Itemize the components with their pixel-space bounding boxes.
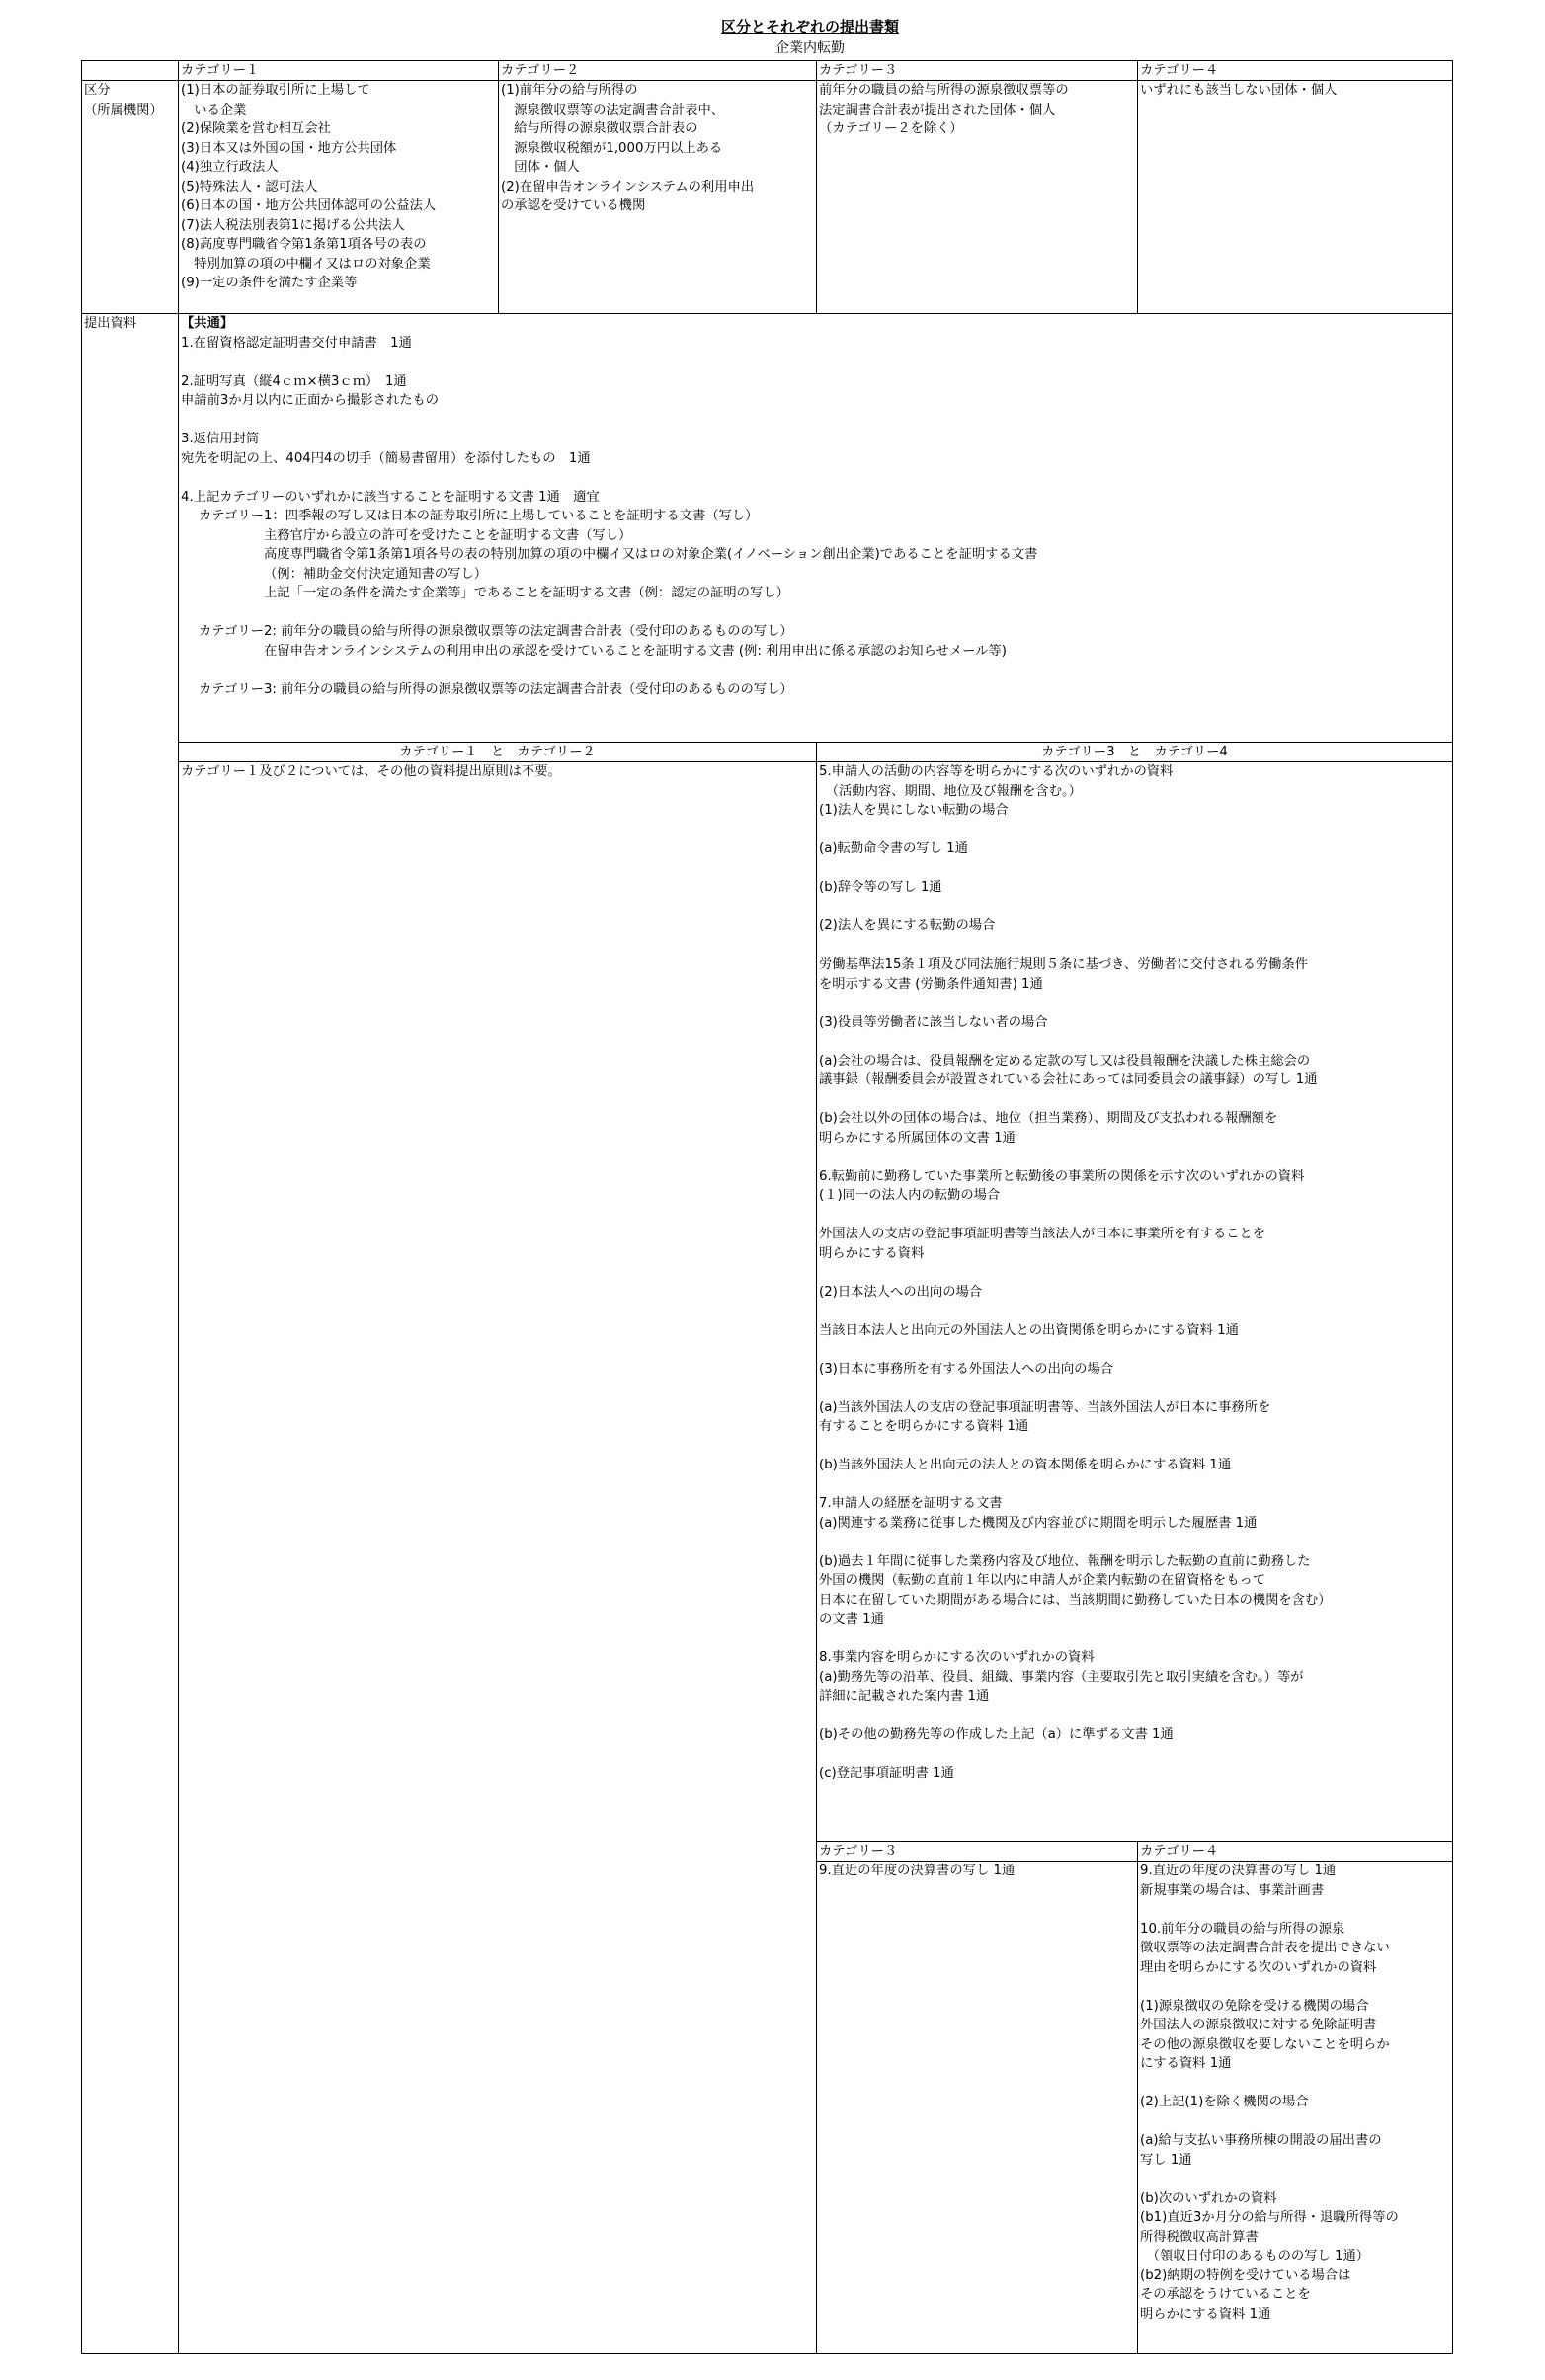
- corner-cell: [82, 61, 179, 81]
- requirement-line: [819, 1090, 1450, 1110]
- requirement-line: 5.申請人の活動の内容等を明らかにする次のいずれかの資料: [819, 764, 1174, 779]
- common-cat1-line: （例：補助金交付決定通知書の写し）: [264, 566, 488, 582]
- common-item-1: 1.在留資格認定証明書交付申請書 1通: [181, 335, 412, 351]
- category-1-line: (7)法人税法別表第1に掲げる公共法人: [181, 217, 405, 233]
- common-item-2: 2.証明写真（縦4ｃｍ×横3ｃｍ） 1通: [181, 373, 407, 389]
- common-cat3-line: カテゴリー3: 前年分の職員の給与所得の源泉徴収票等の法定調書合計表（受付印のあるものの写し）: [199, 681, 793, 697]
- requirement-line: 7.申請人の経歴を証明する文書: [819, 1496, 1003, 1511]
- requirement-line: [819, 1263, 1450, 1283]
- common-cat1-line: 高度専門職省令第1条第1項各号の表の特別加算の項の中欄イ又はロの対象企業(イノベーション創出企業)であることを証明する文書: [264, 547, 1038, 562]
- requirement-line: [819, 1032, 1450, 1052]
- cat4-line: その他の源泉徴収を要しないことを明らか: [1140, 2036, 1390, 2052]
- category-1-line: (3)日本又は外国の国・地方公共団体: [181, 140, 397, 156]
- requirement-line: 8.事業内容を明らかにする次のいずれかの資料: [819, 1650, 1095, 1665]
- requirement-line: [819, 936, 1450, 956]
- requirement-line: 明らかにする所属団体の文書 1通: [819, 1130, 1016, 1146]
- row-label-submission: 提出資料: [82, 314, 179, 2354]
- requirement-line: (a)関連する業務に従事した機関及び内容並びに期間を明示した履歴書 1通: [819, 1515, 1258, 1531]
- category-3-sub-header: カテゴリー３: [817, 1842, 1138, 1862]
- category-1-line: (1)日本の証券取引所に上場して: [181, 83, 370, 98]
- row-label-line: 区分: [84, 83, 111, 98]
- document-subtitle: 企業内転勤: [775, 40, 845, 56]
- requirement-line: [819, 993, 1450, 1013]
- requirement-line: [819, 1533, 1450, 1552]
- common-cat1-line: 上記「一定の条件を満たす企業等」であることを証明する文書（例：認定の証明の写し）: [264, 586, 789, 600]
- category-1-line: いる企業: [181, 102, 247, 118]
- document-title: 区分とそれぞれの提出書類: [720, 18, 899, 36]
- category-1-line: (6)日本の国・地方公共団体認可の公益法人: [181, 198, 437, 213]
- requirement-line: を明示する文書 (労働条件通知書) 1通: [819, 976, 1043, 992]
- cat4-line: [1140, 2170, 1450, 2189]
- common-item-4: 4.上記カテゴリーのいずれかに該当することを証明する文書 1通 適宜: [181, 489, 600, 505]
- common-item-3-note: 宛先を明記の上、404円4の切手（簡易書留用）を添付したもの 1通: [181, 450, 591, 466]
- cat4-line: (b1)直近3か月分の給与所得・退職所得等の: [1140, 2210, 1399, 2225]
- requirement-line: (a)転勤命令書の写し 1通: [819, 841, 968, 856]
- requirement-line: 外国法人の支店の登記事項証明書等当該法人が日本に事業所を有することを: [819, 1227, 1266, 1241]
- requirement-line: (１)同一の法人内の転勤の場合: [819, 1188, 1001, 1203]
- requirement-line: [819, 1206, 1450, 1226]
- cat4-line: 外国法人の源泉徴収に対する免除証明書: [1140, 2018, 1377, 2032]
- requirement-line: (b)辞令等の写し 1通: [819, 880, 942, 895]
- common-title: 【共通】: [181, 316, 234, 331]
- requirement-line: (a)会社の場合は、役員報酬を定める定款の写し又は役員報酬を決議した株主総会の: [819, 1053, 1311, 1069]
- cat4-line: （領収日付印のあるものの写し 1通）: [1140, 2249, 1370, 2263]
- category-2-description: [499, 81, 817, 314]
- category-3-description: [817, 81, 1138, 314]
- cat4-line: [1140, 2074, 1450, 2094]
- requirement-line: [819, 1802, 1450, 1822]
- requirement-line: 議事録（報酬委員会が設置されている会社にあっては同委員会の議事録）の写し 1通: [819, 1072, 1318, 1087]
- requirement-line: (2)法人を異にする転勤の場合: [819, 918, 996, 933]
- cat4-line: 徴収票等の法定調書合計表を提出できない: [1140, 1941, 1390, 1955]
- requirement-line: [819, 898, 1450, 917]
- common-cat1-line: 主務官庁から設立の許可を受けたことを証明する文書（写し）: [264, 527, 632, 543]
- row-label-classification: [82, 81, 179, 314]
- cat4-line: (b2)納期の特例を受けている場合は: [1140, 2267, 1351, 2283]
- split-left-text: カテゴリー１及び２については、その他の資料提出原則は不要。: [179, 762, 817, 2354]
- cat4-line: 写し 1通: [1140, 2152, 1192, 2168]
- requirement-line: [819, 821, 1450, 840]
- category-4-header: カテゴリー４: [1138, 61, 1453, 81]
- requirement-line: (c)登記事項証明書 1通: [819, 1766, 954, 1781]
- requirement-line: (3)役員等労働者に該当しない者の場合: [819, 1014, 1048, 1030]
- requirement-line: 詳細に記載された案内書 1通: [819, 1689, 990, 1704]
- cat4-line: 明らかにする資料 1通: [1140, 2306, 1271, 2322]
- requirement-line: (2)日本法人への出向の場合: [819, 1284, 983, 1300]
- cat4-line: (a)給与支払い事務所棟の開設の届出書の: [1140, 2133, 1382, 2148]
- cat4-line: 所得税徴収高計算書: [1140, 2229, 1259, 2245]
- cat4-line: 10.前年分の職員の給与所得の源泉: [1140, 1921, 1345, 1937]
- category-1-description: [179, 81, 499, 314]
- cat4-line: 新規事業の場合は、事業計画書: [1140, 1882, 1325, 1898]
- category-3-header: カテゴリー３: [817, 61, 1138, 81]
- requirement-line: 6.転勤前に勤務していた事業所と転勤後の事業所の関係を示す次のいずれかの資料: [819, 1168, 1305, 1184]
- common-cat2-line: カテゴリー2: 前年分の職員の給与所得の源泉徴収票等の法定調書合計表（受付印のあるものの写し）: [199, 624, 793, 639]
- requirement-line: (b)過去１年間に従事した業務内容及び地位、報酬を明示した転勤の直前に勤務した: [819, 1553, 1311, 1569]
- cat4-line: 理由を明らかにする次のいずれかの資料: [1140, 1959, 1377, 1975]
- common-requirements: [179, 314, 1453, 743]
- cat4-line: [1140, 2112, 1450, 2132]
- category-4-description: [1138, 81, 1453, 314]
- requirement-line: [819, 1706, 1450, 1726]
- category-4-line: いずれにも該当しない団体・個人: [1140, 83, 1338, 98]
- cat4-line: にする資料 1通: [1140, 2056, 1232, 2071]
- requirement-line: [819, 1302, 1450, 1321]
- cat4-line: [1140, 1977, 1450, 1997]
- requirement-line: の文書 1通: [819, 1612, 884, 1626]
- category-1-line: (4)独立行政法人: [181, 160, 279, 175]
- cat4-line: [1140, 1900, 1450, 1920]
- cat3-cat4-requirements: [817, 762, 1453, 1842]
- requirement-line: 日本に在留していた期間がある場合には、当該期間に勤務していた日本の機関を含む）: [819, 1592, 1332, 1608]
- requirement-line: [819, 1437, 1450, 1457]
- cat4-line: その承認をうけていることを: [1140, 2287, 1311, 2302]
- category-header-row: [82, 61, 1453, 81]
- common-cat1-line: カテゴリー1：四季報の写し又は日本の証券取引所に上場していることを証明する文書（写し）: [199, 509, 759, 523]
- split-left-header: カテゴリー１ と カテゴリー２: [179, 743, 817, 762]
- split-right-header: カテゴリー3 と カテゴリー4: [817, 743, 1453, 762]
- category-2-line: の承認を受けている機関: [501, 198, 646, 213]
- category-2-header: カテゴリー２: [499, 61, 817, 81]
- requirement-line: 明らかにする資料: [819, 1245, 925, 1261]
- requirements-table: [81, 60, 1453, 2354]
- cat4-line: (2)上記(1)を除く機関の場合: [1140, 2095, 1309, 2109]
- category-2-line: 給与所得の源泉徴収票合計表の: [501, 121, 698, 136]
- requirement-line: [819, 859, 1450, 879]
- requirement-line: (b)会社以外の団体の場合は、地位（担当業務）、期間及び支払われる報酬額を: [819, 1111, 1278, 1126]
- category-3-requirements: 9.直近の年度の決算書の写し 1通: [817, 1862, 1138, 2354]
- requirement-line: (b)当該外国法人と出向元の法人との資本関係を明らかにする資料 1通: [819, 1458, 1232, 1472]
- category-4-requirements: [1138, 1862, 1453, 2354]
- category-3-line: 前年分の職員の給与所得の源泉徴収票等の: [819, 83, 1069, 98]
- requirement-line: [819, 1148, 1450, 1167]
- common-item-3: 3.返信用封筒: [181, 432, 260, 446]
- requirement-line: (a)当該外国法人の支店の登記事項証明書等、当該外国法人が日本に事務所を: [819, 1399, 1271, 1415]
- category-2-line: (2)在留申告オンラインシステムの利用申出: [501, 179, 755, 195]
- split-content-row: [82, 762, 1453, 1842]
- requirement-line: （活動内容、期間、地位及び報酬を含む。）: [819, 783, 1082, 799]
- cat4-line: (1)源泉徴収の免除を受ける機関の場合: [1140, 1998, 1369, 2014]
- requirement-line: 労働基準法15条１項及び同法施行規則５条に基づき、労働者に交付される労働条件: [819, 957, 1309, 972]
- category-1-line: 特別加算の項の中欄イ又はロの対象企業: [181, 256, 431, 272]
- requirement-line: (a)勤務先等の沿革、役員、組織、事業内容（主要取引先と取引実績を含む。）等が: [819, 1669, 1304, 1685]
- requirement-line: [819, 1745, 1450, 1765]
- requirement-line: (b)その他の勤務先等の作成した上記（a）に準ずる文書 1通: [819, 1727, 1174, 1742]
- requirement-line: [819, 1822, 1450, 1842]
- category-2-line: 源泉徴収票等の法定調書合計表中、: [501, 102, 725, 118]
- common-cat2-line: 在留申告オンラインシステムの利用申出の承認を受けていることを証明する文書 (例: 利用申出に係る承認のお知らせメール等): [264, 643, 1007, 659]
- category-2-line: 源泉徴収税額が1,000万円以上ある: [501, 140, 723, 156]
- category-3-line: 法定調書合計表が提出された団体・個人: [819, 102, 1056, 118]
- requirement-line: (1)法人を異にしない転勤の場合: [819, 803, 1009, 818]
- category-2-line: 団体・個人: [501, 160, 580, 175]
- requirement-line: 当該日本法人と出向元の外国法人との出資関係を明らかにする資料 1通: [819, 1322, 1239, 1338]
- cat4-line: (b)次のいずれかの資料: [1140, 2190, 1277, 2206]
- requirement-line: [819, 1379, 1450, 1398]
- requirement-line: [819, 1340, 1450, 1360]
- category-1-line: (9)一定の条件を満たす企業等: [181, 276, 358, 290]
- requirement-line: (3)日本に事務所を有する外国法人への出向の場合: [819, 1361, 1114, 1377]
- category-4-sub-header: カテゴリー４: [1138, 1842, 1453, 1862]
- category-1-line: (8)高度専門職省令第1条第1項各号の表の: [181, 237, 427, 252]
- requirement-line: 有することを明らかにする資料 1通: [819, 1419, 1029, 1434]
- requirement-line: [819, 1629, 1450, 1649]
- common-item-2-note: 申請前3か月以内に正面から撮影されたもの: [181, 393, 440, 408]
- category-1-line: (2)保険業を営む相互会社: [181, 121, 331, 136]
- category-1-header: カテゴリー１: [179, 61, 499, 81]
- requirement-line: 外国の機関（転勤の直前１年以内に申請人が企業内転勤の在留資格をもって: [819, 1573, 1266, 1588]
- category-2-line: (1)前年分の給与所得の: [501, 83, 638, 98]
- split-header-row: [82, 743, 1453, 762]
- common-submission-row: [82, 314, 1453, 743]
- classification-row: [82, 81, 1453, 314]
- row-label-line: （所属機関）: [84, 102, 163, 118]
- cat4-line: 9.直近の年度の決算書の写し 1通: [1140, 1864, 1337, 1878]
- requirement-line: [819, 1475, 1450, 1495]
- category-3-line: （カテゴリー２を除く）: [819, 121, 963, 136]
- category-1-line: (5)特殊法人・認可法人: [181, 179, 318, 195]
- requirement-line: [819, 1784, 1450, 1803]
